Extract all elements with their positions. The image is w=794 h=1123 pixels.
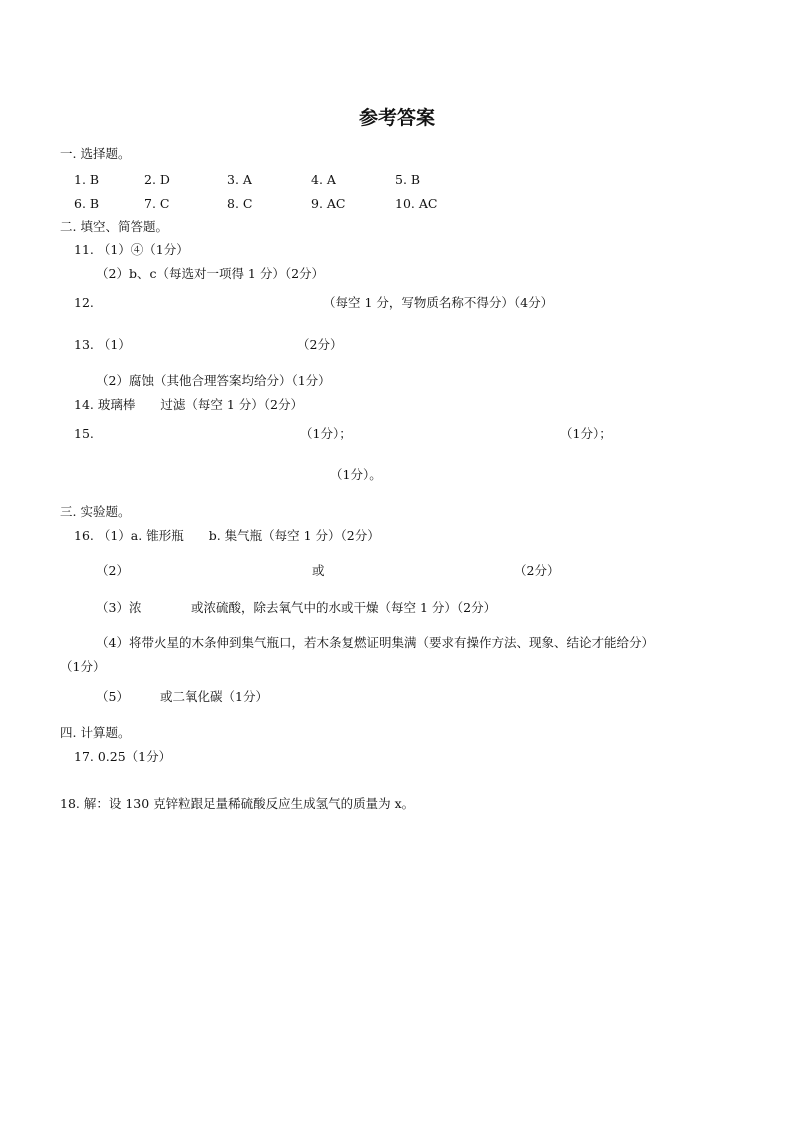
answer-item: 2. D [144,172,170,187]
q16-part4: （4）将带火星的木条伸到集气瓶口，若木条复燃证明集满（要求有操作方法、现象、结论才能给分） [96,635,654,650]
answer-item: 9. AC [311,196,346,211]
answer-item: 10. AC [395,196,438,211]
page-title: 参考答案 [358,107,435,129]
q15-number: 15. [74,426,94,441]
q15-score-1: （1分）； [300,426,352,441]
q13-score: （2分） [297,337,343,352]
answer-item: 5. B [395,172,421,187]
q17-answer: 17. 0.25（1分） [74,749,172,764]
q16-part2-label: （2） [96,563,129,578]
q16-part3-b: 或浓硫酸，除去氧气中的水或干燥（每空 1 分）（2分） [191,600,497,615]
q16-part4-score: （1分） [60,659,106,674]
q16-part5-a: （5） [96,689,129,704]
q16-part1: 16. （1）a. 锥形瓶 b. 集气瓶（每空 1 分）（2分） [74,528,380,543]
answer-item: 3. A [227,172,252,187]
answer-item: 1. B [74,172,100,187]
q13-number: 13. （1） [74,337,131,352]
q16-part5-b: 或二氧化碳（1分） [160,689,268,704]
answer-item: 8. C [227,196,253,211]
section-heading-fill: 二. 填空、简答题。 [60,219,168,234]
q16-part2-or: 或 [312,563,325,578]
q12-number: 12. [74,295,94,310]
q15-score-3: （1分）。 [330,467,382,482]
q11-part2: （2）b、c（每选对一项得 1 分）（2分） [96,266,325,281]
q16-part2-score: （2分） [514,563,560,578]
q13-part2: （2）腐蚀（其他合理答案均给分）（1分） [96,373,331,388]
q14-answer: 14. 玻璃棒 过滤（每空 1 分）（2分） [74,397,303,412]
q15-score-2: （1分）； [560,426,612,441]
q18-answer: 18. 解：设 130 克锌粒跟足量稀硫酸反应生成氢气的质量为 x。 [60,796,415,811]
section-heading-experiment: 三. 实验题。 [60,504,131,519]
section-heading-calc: 四. 计算题。 [60,725,131,740]
answer-item: 4. A [311,172,336,187]
q12-note: （每空 1 分，写物质名称不得分）（4分） [323,295,554,310]
q16-part3-a: （3）浓 [96,600,142,615]
answer-item: 7. C [144,196,170,211]
section-heading-choice: 一. 选择题。 [60,146,131,161]
answer-item: 6. B [74,196,100,211]
q11-part1: 11. （1）④（1分） [74,242,189,257]
